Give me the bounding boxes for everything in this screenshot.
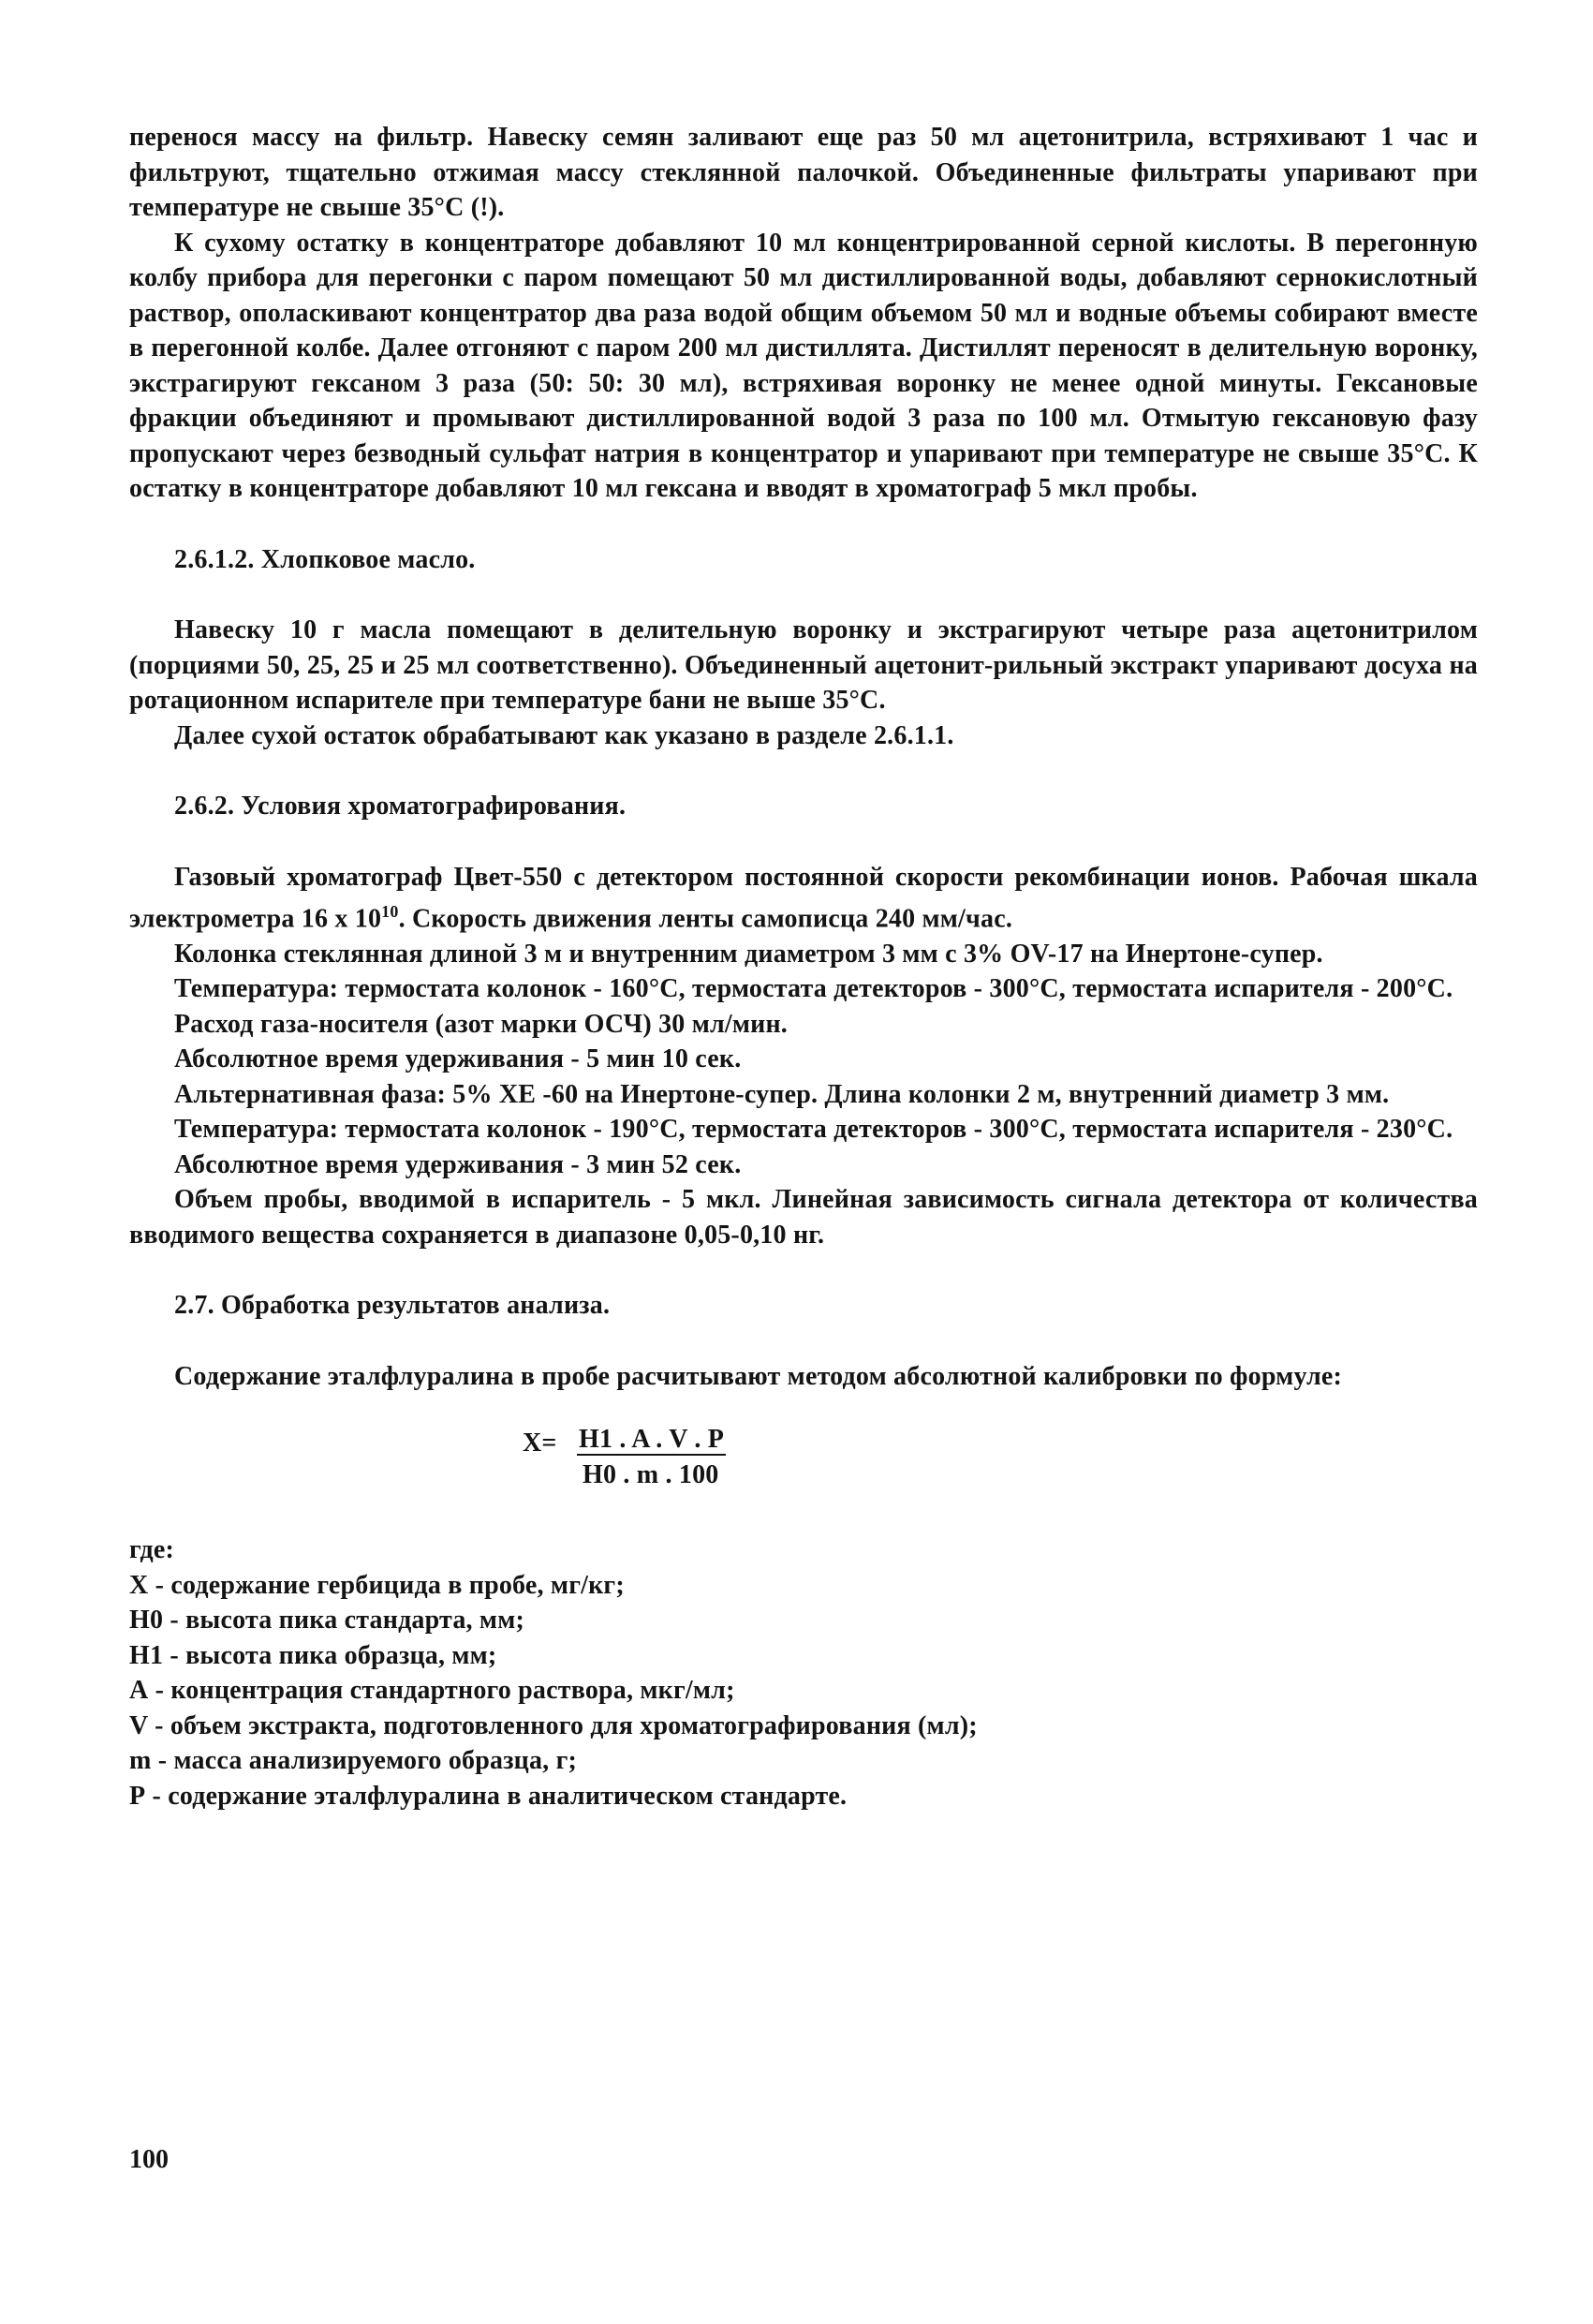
formula-denominator: H0 . m . 100 (583, 1460, 719, 1490)
paragraph-intro: перенося массу на фильтр. Навеску семян заливают еще раз 50 мл ацетонитрила, встряхивают 1 час и фильтруют, тщательно отжимая массу стеклянной палочкой. Объединенные фильтраты упаривают при температуре не свыше 35°С (!). (129, 123, 1478, 222)
paragraph-carrier-gas: Расход газа-носителя (азот марки ОСЧ) 30 мл/мин. (174, 1009, 789, 1039)
legend-where: где: (129, 1535, 175, 1565)
legend-item: V - объем экстракта, подготовленного для хроматографирования (мл); (129, 1710, 978, 1740)
paragraph-calculation: Содержание эталфлуралина в пробе расчитывают методом абсолютной калибровки по формуле: (174, 1361, 1343, 1391)
formula-numerator: H1 . A . V . P (579, 1425, 725, 1455)
paragraph-column: Колонка стеклянная длиной 3 м и внутренним диаметром 3 мм с 3% OV-17 на Инертоне-супер. (174, 939, 1323, 969)
legend-item: Р - содержание эталфлуралина в аналитическом стандарте. (129, 1781, 848, 1811)
section-heading-2612: 2.6.1.2. Хлопковое масло. (174, 544, 476, 574)
paragraph-alternative-phase: Альтернативная фаза: 5% ХЕ -60 на Инертоне-супер. Длина колонки 2 м, внутренний диаметр 3 мм. (174, 1079, 1390, 1109)
chromatograph-text: Газовый хроматограф Цвет-550 с детектором постоянной скорости рекомбинации ионов. Рабочая шкала электрометра 16 х 10 (129, 862, 1478, 934)
legend-item: H0 - высота пика стандарта, мм; (129, 1606, 525, 1636)
paragraph-distillation: К сухому остатку в концентраторе добавляют 10 мл концентрированной серной кислоты. В перегонную колбу прибора для перегонки с паром помещают 50 мл дистиллированной воды, добавляют сернокислотный раствор, ополаскивают концентратор два раза водой общим объемом 50 мл и водные объемы собирают вместе в перегонной колбе. Далее отгоняют с паром 200 мл дистиллята. Дистиллят переносят в делительную воронку, экстрагируют гексаном 3 раза (50: 50: 30 мл), встряхивая воронку не менее одной минуты. Гексановые фракции объединяют и промывают дистиллированной водой 3 раза по 100 мл. Отмытую гексановую фазу пропускают через безводный сульфат натрия в концентратор и упаривают при температуре не свыше 35°С. К остатку в концентраторе добавляют 10 мл гексана и вводят в хроматограф 5 мкл пробы. (129, 228, 1478, 503)
legend-item: Х - содержание гербицида в пробе, мг/кг; (129, 1570, 625, 1600)
paragraph-cotton-oil: Навеску 10 г масла помещают в делительную воронку и экстрагируют четыре раза ацетонитрилом (порциями 50, 25, 25 и 25 мл соответственно). Объединенный ацетонит-рильный экстракт упаривают досуха на ротационном испарителе при температуре бани не выше 35°С. (129, 615, 1478, 715)
tape-speed-text: . Скорость движения ленты самописца 240 мм/час. (398, 904, 1013, 934)
paragraph-further-processing: Далее сухой остаток обрабатывают как указано в разделе 2.6.1.1. (174, 720, 954, 750)
formula (523, 1422, 1478, 1497)
section-heading-27: 2.7. Обработка результатов анализа. (174, 1291, 611, 1321)
legend-item: m - масса анализируемого образца, г; (129, 1746, 578, 1776)
paragraph-retention-time-1: Абсолютное время удерживания - 5 мин 10 сек. (174, 1044, 742, 1074)
paragraph-chromatograph (129, 860, 1478, 937)
paragraph-retention-time-2: Абсолютное время удерживания - 3 мин 52 сек. (174, 1149, 742, 1179)
document-page (129, 120, 1478, 1813)
scale-exponent: 10 (381, 902, 399, 921)
legend-item: А - концентрация стандартного раствора, мкг/мл; (129, 1676, 735, 1706)
formula-lhs: Х= (523, 1428, 557, 1458)
section-heading-262: 2.6.2. Условия хроматографирования. (174, 792, 627, 821)
legend-item: H1 - высота пика образца, мм; (129, 1640, 497, 1670)
page-number: 100 (129, 2145, 169, 2174)
paragraph-temperature-1: Температура: термостата колонок - 160°С, термостата детекторов - 300°С, термостата испарителя - 200°С. (174, 974, 1453, 1004)
formula-legend (129, 1532, 1478, 1813)
paragraph-temperature-2: Температура: термостата колонок - 190°С, термостата детекторов - 300°С, термостата испарителя - 230°С. (174, 1115, 1453, 1145)
paragraph-sample-volume: Объем пробы, вводимой в испаритель - 5 мкл. Линейная зависимость сигнала детектора от количества вводимого вещества сохраняется в диапазоне 0,05-0,10 нг. (129, 1185, 1478, 1250)
